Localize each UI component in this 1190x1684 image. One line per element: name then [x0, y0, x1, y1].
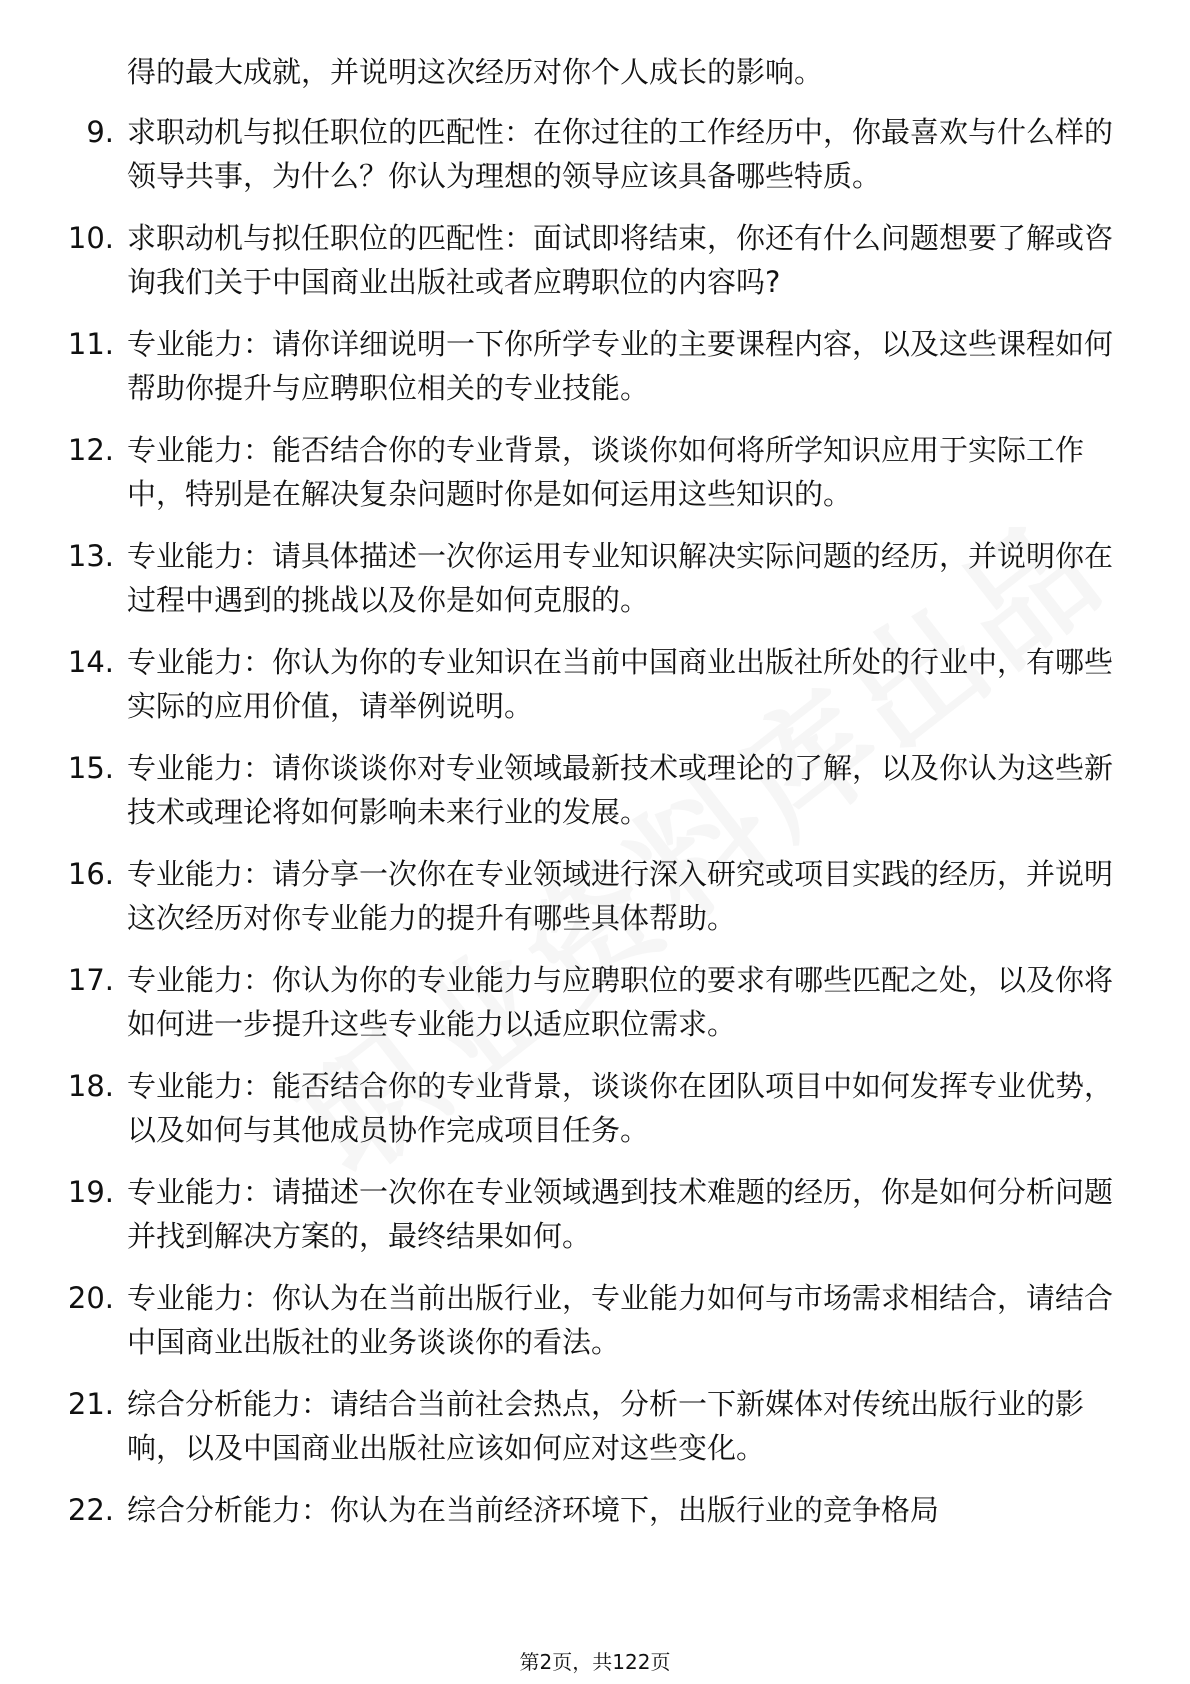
item-text: 专业能力：请你谈谈你对专业领域最新技术或理论的了解，以及你认为这些新技术或理论将如何影响未来行业的发展。: [127, 751, 1114, 829]
item-number: 20.: [67, 1281, 114, 1315]
list-item: [0, 110, 1190, 198]
item-number: 14.: [67, 645, 114, 679]
item-text: 专业能力：请你详细说明一下你所学专业的主要课程内容，以及这些课程如何帮助你提升与应聘职位相关的专业技能。: [127, 327, 1114, 405]
list-item: [0, 428, 1190, 516]
list-item: [0, 852, 1190, 940]
list-item: [0, 1382, 1190, 1470]
list-item: [0, 640, 1190, 728]
item-number: 11.: [67, 327, 114, 361]
item-number: 9.: [86, 115, 114, 149]
item-text: 专业能力：能否结合你的专业背景，谈谈你在团队项目中如何发挥专业优势，以及如何与其他成员协作完成项目任务。: [127, 1069, 1114, 1147]
list-item: [0, 1170, 1190, 1258]
continuation-text: 得的最大成就，并说明这次经历对你个人成长的影响。: [127, 55, 824, 89]
item-text: 专业能力：请分享一次你在专业领域进行深入研究或项目实践的经历，并说明这次经历对你专业能力的提升有哪些具体帮助。: [127, 857, 1114, 935]
question-list: [0, 110, 1190, 1550]
item-number: 12.: [67, 433, 114, 467]
list-item: [0, 1488, 1190, 1532]
item-number: 15.: [67, 751, 114, 785]
item-text: 专业能力：你认为在当前出版行业，专业能力如何与市场需求相结合，请结合中国商业出版社的业务谈谈你的看法。: [127, 1281, 1114, 1359]
list-item: [0, 746, 1190, 834]
item-text: 专业能力：请描述一次你在专业领域遇到技术难题的经历，你是如何分析问题并找到解决方案的，最终结果如何。: [127, 1175, 1114, 1253]
item-text: 专业能力：你认为你的专业知识在当前中国商业出版社所处的行业中，有哪些实际的应用价值，请举例说明。: [127, 645, 1114, 723]
list-item: [0, 1276, 1190, 1364]
list-item: [0, 1064, 1190, 1152]
list-item: [0, 534, 1190, 622]
item-number: 17.: [67, 963, 114, 997]
item-number: 18.: [67, 1069, 114, 1103]
item-text: 专业能力：请具体描述一次你运用专业知识解决实际问题的经历，并说明你在过程中遇到的挑战以及你是如何克服的。: [127, 539, 1114, 617]
item-number: 13.: [67, 539, 114, 573]
list-item: [0, 322, 1190, 410]
item-number: 21.: [67, 1387, 114, 1421]
item-text: 求职动机与拟任职位的匹配性：面试即将结束，你还有什么问题想要了解或咨询我们关于中国商业出版社或者应聘职位的内容吗?: [127, 221, 1114, 299]
item-text: 综合分析能力：请结合当前社会热点，分析一下新媒体对传统出版行业的影响，以及中国商业出版社应该如何应对这些变化。: [127, 1387, 1085, 1465]
item-text: 求职动机与拟任职位的匹配性：在你过往的工作经历中，你最喜欢与什么样的领导共事，为什么？你认为理想的领导应该具备哪些特质。: [127, 115, 1114, 193]
item-number: 22.: [67, 1493, 114, 1527]
item-text: 专业能力：能否结合你的专业背景，谈谈你如何将所学知识应用于实际工作中，特别是在解决复杂问题时你是如何运用这些知识的。: [127, 433, 1085, 511]
item-number: 10.: [67, 221, 114, 255]
page-footer: 第2页，共122页: [519, 1650, 671, 1674]
list-item: [0, 958, 1190, 1046]
item-text: 综合分析能力：你认为在当前经济环境下，出版行业的竞争格局: [127, 1493, 940, 1527]
list-item: [0, 216, 1190, 304]
item-number: 16.: [67, 857, 114, 891]
item-number: 19.: [67, 1175, 114, 1209]
item-text: 专业能力：你认为你的专业能力与应聘职位的要求有哪些匹配之处，以及你将如何进一步提升这些专业能力以适应职位需求。: [127, 963, 1114, 1041]
